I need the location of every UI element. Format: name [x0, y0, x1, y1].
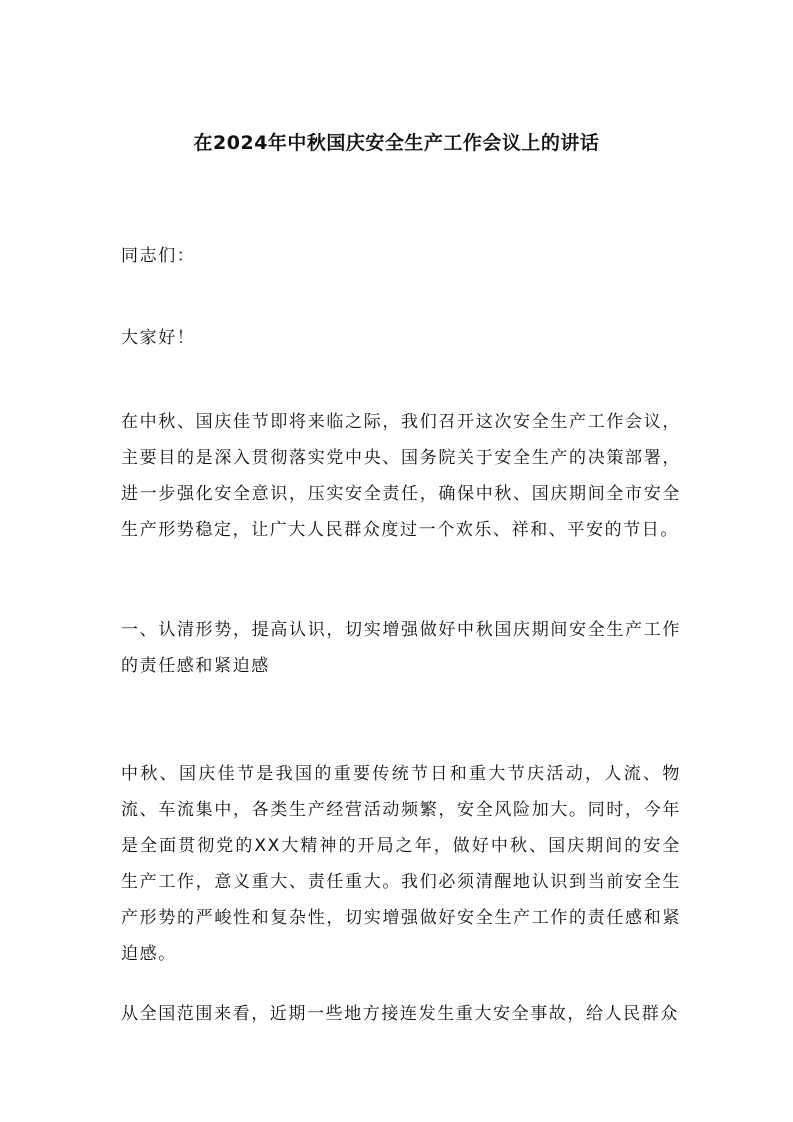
document-title: 在2024年中秋国庆安全生产工作会议上的讲话	[193, 132, 600, 154]
intro-paragraph: 在中秋、国庆佳节即将来临之际，我们召开这次安全生产工作会议，主要目的是深入贯彻落实党中央、国务院关于安全生产的决策部署，进一步强化安全意识，压实安全责任，确保中秋、国庆期间全市安全生产形势稳定，让广大人民群众度过一个欢乐、祥和、平安的节日。	[121, 412, 681, 540]
body-paragraph: 从全国范围来看，近期一些地方接连发生重大安全事故，给人民群众	[121, 1004, 679, 1024]
section-heading: 一、认清形势，提高认识，切实增强做好中秋国庆期间安全生产工作的责任感和紧迫感	[121, 620, 681, 676]
greeting-paragraph: 大家好！	[121, 328, 196, 348]
body-paragraph: 中秋、国庆佳节是我国的重要传统节日和重大节庆活动，人流、物流、车流集中，各类生产经营活动频繁，安全风险加大。同时，今年是全面贯彻党的XX大精神的开局之年，做好中秋、国庆期间的安全生产工作，意义重大、责任重大。我们必须清醒地认识到当前安全生产形势的严峻性和复杂性，切实增强做好安全生产工作的责任感和紧迫感。	[121, 764, 681, 964]
salutation-paragraph: 同志们：	[121, 246, 196, 266]
